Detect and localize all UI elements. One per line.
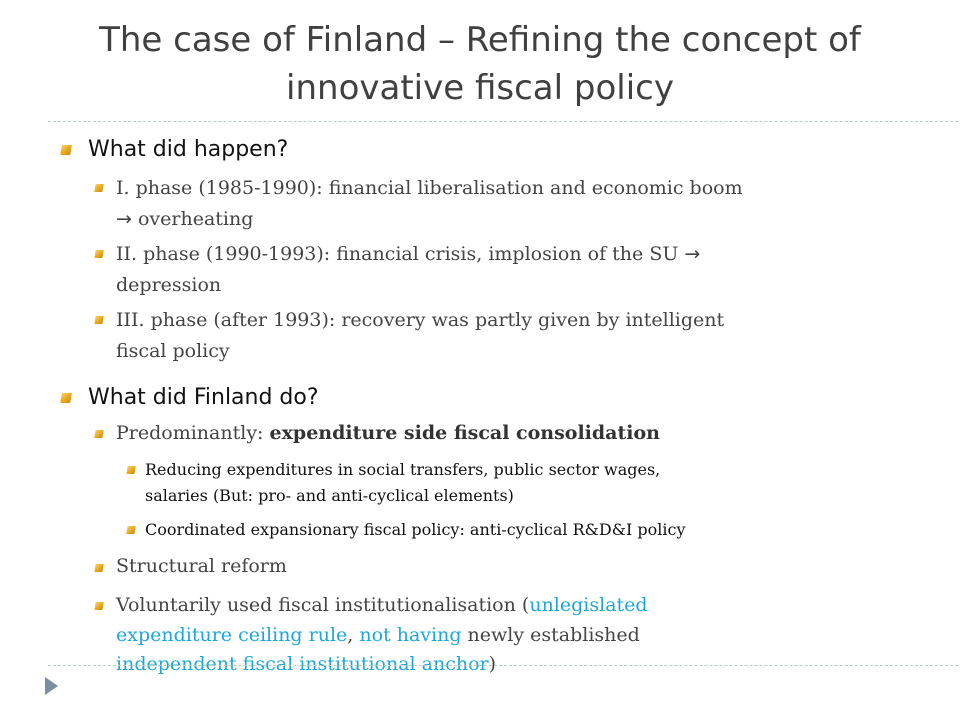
phase-2-line-2: depression	[116, 274, 222, 296]
bullet-icon	[94, 250, 103, 258]
bullet-what-finland-did: What did Finland do?	[88, 385, 319, 410]
unlegislated-highlight: unlegislated	[529, 594, 648, 616]
bottom-divider	[48, 665, 960, 666]
bullet-icon	[60, 393, 72, 403]
bullet-icon	[94, 430, 103, 438]
bullet-what-happened: What did happen?	[88, 137, 289, 162]
bullet-icon	[94, 316, 103, 324]
phase-2-line-1	[116, 238, 700, 271]
title-line-2: innovative fiscal policy	[286, 68, 674, 108]
ceiling-rule-highlight: expenditure ceiling rule	[116, 624, 348, 646]
predominantly-line	[116, 417, 660, 450]
phase-1-line-2	[116, 203, 253, 236]
separator-text: ,	[347, 624, 360, 646]
bullet-icon	[126, 466, 135, 474]
right-arrow-icon: →	[116, 208, 132, 230]
phase-1-line-1: I. phase (1985-1990): financial liberalisation and economic boom	[116, 177, 743, 199]
title-line-1: The case of Finland – Refining the concept of	[99, 20, 861, 60]
bullet-icon	[94, 564, 103, 572]
consolidation-emphasis: expenditure side fiscal consolidation	[269, 422, 660, 444]
phase-3-line-1: III. phase (after 1993): recovery was partly given by intelligent	[116, 309, 725, 331]
right-arrow-icon: →	[684, 243, 701, 265]
next-slide-arrow-icon[interactable]	[45, 677, 58, 695]
bullet-icon	[60, 145, 72, 155]
bullet-icon	[94, 184, 103, 192]
closing-paren: )	[488, 653, 497, 675]
bullet-icon	[94, 602, 103, 610]
reducing-expenditures-line-2: salaries (But: pro- and anti-cyclical elements)	[145, 486, 514, 505]
voluntarily-text: Voluntarily used fiscal institutionalisation (	[116, 594, 530, 616]
structural-reform-line: Structural reform	[116, 555, 287, 577]
predominantly-label: Predominantly:	[116, 422, 270, 444]
coordinated-policy-line: Coordinated expansionary fiscal policy: anti-cyclical R&D&I policy	[145, 520, 686, 539]
bullet-icon	[126, 526, 135, 534]
phase-3-line-2: fiscal policy	[116, 340, 230, 362]
phase-1-result: overheating	[137, 208, 254, 230]
fiscal-anchor-highlight: independent fiscal institutional anchor	[116, 653, 489, 675]
voluntarily-line-1	[116, 589, 648, 622]
newly-established-text: newly established	[461, 624, 640, 646]
not-having-highlight: not having	[359, 624, 462, 646]
reducing-expenditures-line-1: Reducing expenditures in social transfers, public sector wages,	[145, 460, 661, 479]
phase-2-text: II. phase (1990-1993): financial crisis, implosion of the SU	[116, 243, 679, 265]
